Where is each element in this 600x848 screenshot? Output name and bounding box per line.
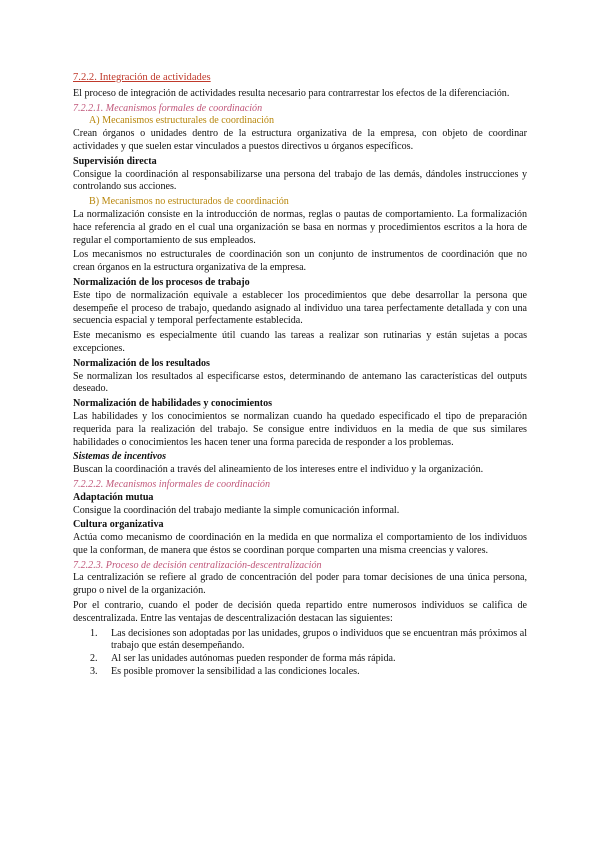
list-item-number: 1.: [90, 627, 98, 639]
paragraph-process-1: Este tipo de normalización equivale a establecer los procedimientos que debe desarrollar la persona que desempeñe el proceso de trabajo, quedando asignado al individuo una tarea perfectamente detallada y con una secuencia espacial y temporal perfectamente establecida.: [73, 289, 527, 327]
list-item-text: Las decisiones son adoptadas por las unidades, grupos o individuos que se encuentran más próximos al trabajo que están desempeñando.: [111, 627, 528, 652]
subsection-title-decision: 7.2.2.3. Proceso de decisión centralización-descentralización: [73, 559, 322, 571]
intro-paragraph: El proceso de integración de actividades resulta necesario para contrarrestar los efectos de la diferenciación.: [73, 87, 510, 99]
heading-culture: Cultura organizativa: [73, 519, 164, 531]
subsection-title-formal: 7.2.2.1. Mecanismos formales de coordinación: [73, 102, 263, 114]
document-body: [73, 72, 527, 679]
paragraph-skills: Las habilidades y los conocimientos se normalizan cuando ha quedado especificado el tipo de preparación requerida para la realización del trabajo. Se consigue entre individuos en la media de que sus similares habilidades o conocimientos les hacen tener una forma parecida de responder a los problemas.: [73, 410, 527, 448]
heading-mutual-adaptation: Adaptación mutua: [73, 491, 154, 503]
paragraph-non-structural: Los mecanismos no estructurales de coordinación son un conjunto de instrumentos de coordinación que no crean órganos en la estructura organizativa de la empresa.: [73, 249, 527, 274]
heading-skills-normalization: Normalización de habilidades y conocimientos: [73, 398, 273, 410]
list-item-number: 2.: [90, 653, 98, 665]
paragraph-incentives: Buscan la coordinación a través del alineamiento de los intereses entre el individuo y la organización.: [73, 464, 484, 476]
heading-structural: A) Mecanismos estructurales de coordinación: [89, 115, 274, 127]
list-item-text: Al ser las unidades autónomas pueden responder de forma más rápida.: [111, 653, 396, 665]
paragraph-mutual-adaptation: Consigue la coordinación del trabajo mediante la simple comunicación informal.: [73, 504, 400, 516]
paragraph-results: Se normalizan los resultados al especificarse estos, determinando de antemano las características del outputs deseado.: [73, 370, 527, 395]
heading-process-normalization: Normalización de los procesos de trabajo: [73, 276, 250, 288]
list-item-text: Es posible promover la sensibilidad a las condiciones locales.: [111, 666, 360, 678]
paragraph-culture: Actúa como mecanismo de coordinación en la medida en que normaliza el comportamiento de los individuos que la conforman, de manera que éstos se coordinan porque comparten una misma creencias y valores.: [73, 532, 527, 556]
paragraph-centralization: La centralización se refiere al grado de concentración del poder para tomar decisiones de una única persona, grupo o nivel de la organización.: [73, 572, 527, 597]
paragraph-process-2: Este mecanismo es especialmente útil cuando las tareas a realizar son rutinarias y están sujetas a pocas excepciones.: [73, 330, 527, 354]
paragraph-structural: Crean órganos o unidades dentro de la estructura organizativa de la empresa, con objeto de coordinar actividades y que suelen estar vinculados a puestos directivos u órganos específicos.: [73, 128, 527, 152]
paragraph-decentralization: Por el contrario, cuando el poder de decisión queda repartido entre numerosos individuos se califica de descentralizada. Entre las ventajas de descentralización destacan las siguientes:: [73, 600, 527, 624]
heading-non-structural: B) Mecanismos no estructurados de coordinación: [89, 196, 289, 208]
list-item-number: 3.: [90, 666, 98, 678]
list-item: [73, 628, 527, 654]
heading-results-normalization: Normalización de los resultados: [73, 357, 210, 369]
heading-incentives: Sistemas de incentivos: [73, 451, 167, 463]
paragraph-supervision: Consigue la coordinación al responsabilizarse una persona del trabajo de las demás, dándoles instrucciones y controlando sus acciones.: [73, 168, 527, 193]
heading-supervision: Supervisión directa: [73, 155, 157, 167]
section-title: 7.2.2. Integración de actividades: [73, 72, 211, 83]
list-item: [73, 653, 527, 666]
paragraph-normalization: La normalización consiste en la introducción de normas, reglas o pautas de comportamiento. La formalización hace referencia al grado en el cual una organización se basa en normas y procedimientos escritos a la hora de regular el comportamiento de sus empleados.: [73, 208, 527, 246]
subsection-title-informal: 7.2.2.2. Mecanismos informales de coordinación: [73, 478, 270, 490]
list-item: [73, 666, 527, 679]
advantages-list: [73, 628, 527, 679]
